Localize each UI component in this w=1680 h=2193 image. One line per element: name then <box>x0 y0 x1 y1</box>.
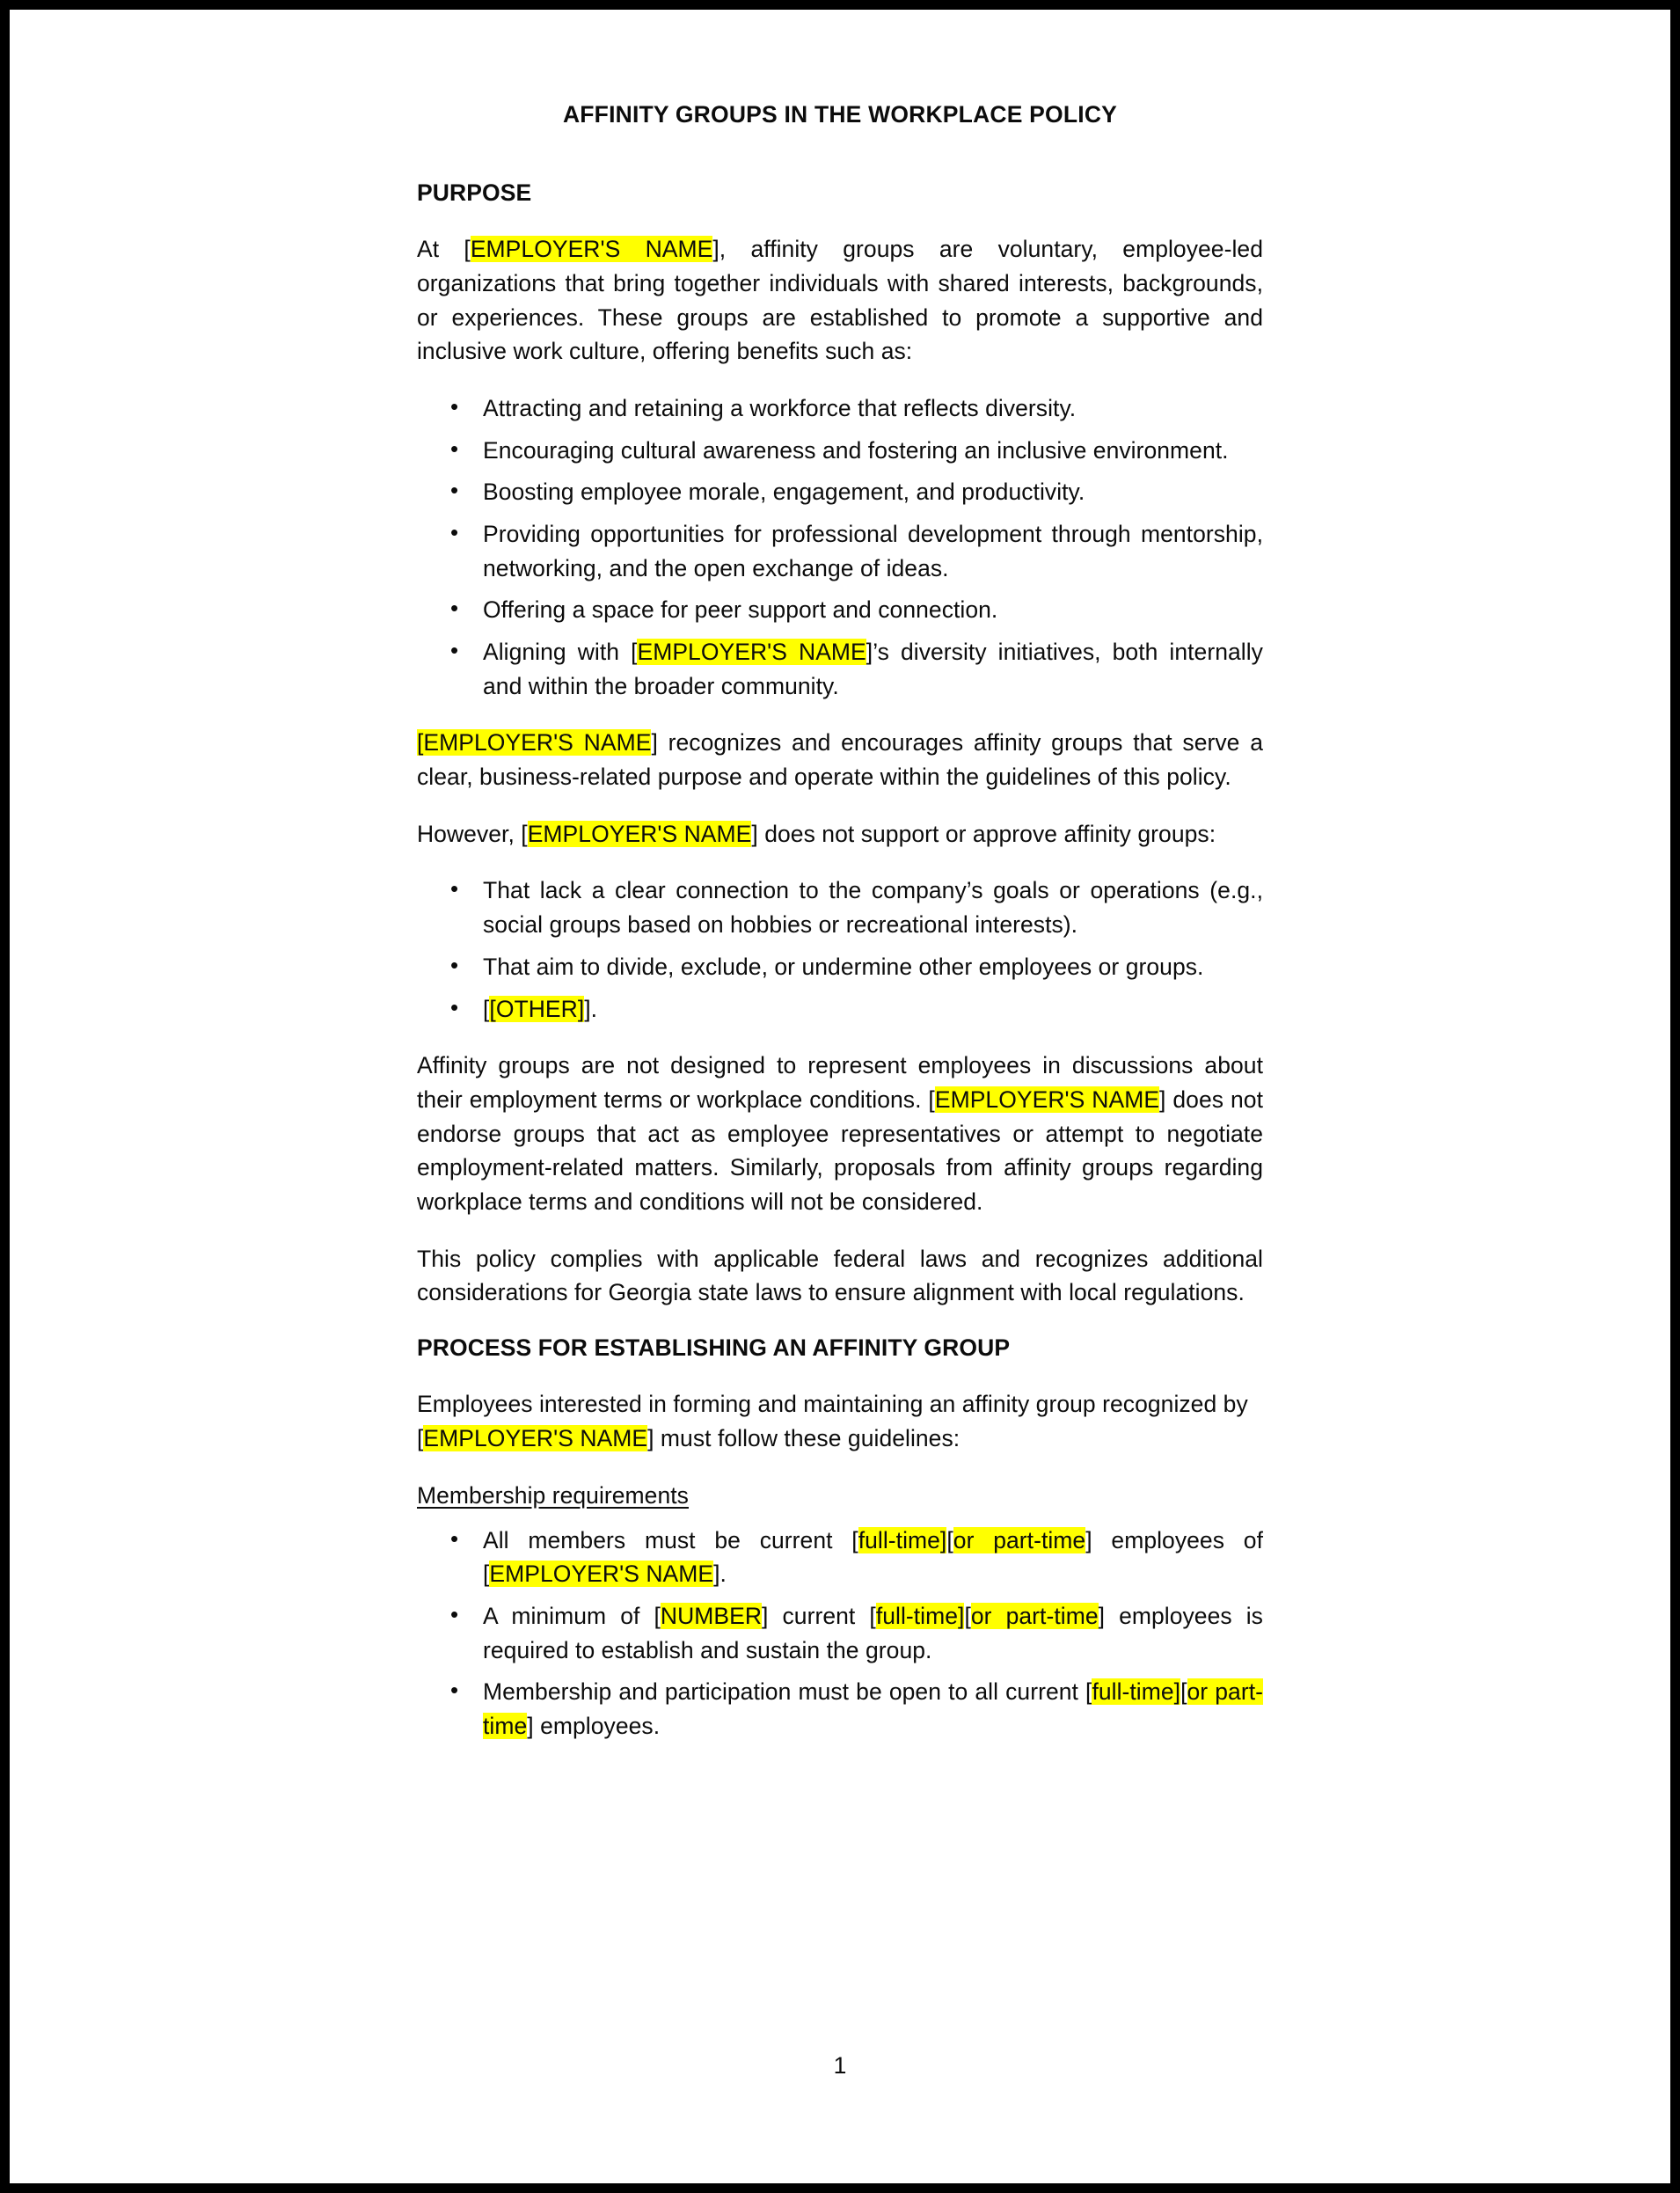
text-run: All members must be current [ <box>483 1526 858 1553</box>
list-item-other <box>417 992 1263 1027</box>
subheading-label: Membership requirements <box>417 1481 689 1509</box>
list-item-label: Attracting and retaining a workforce that reflects diversity. <box>483 394 1077 421</box>
text-run: ]. <box>713 1561 727 1588</box>
list-item <box>417 593 1263 627</box>
text-suffix: ] does not support or approve affinity groups: <box>751 820 1216 847</box>
placeholder-highlight: EMPLOYER'S NAME <box>489 1561 714 1588</box>
text-prefix: Aligning with [ <box>483 639 638 665</box>
document-page <box>10 10 1670 2183</box>
list-item-label: That aim to divide, exclude, or undermine other employees or groups. <box>483 953 1204 980</box>
text-prefix: At [ <box>417 236 471 263</box>
text-run: [ <box>964 1602 971 1629</box>
text-suffix: ] must follow these guidelines: <box>647 1425 961 1452</box>
list-item <box>417 874 1263 941</box>
page-title: AFFINITY GROUPS IN THE WORKPLACE POLICY <box>562 101 1118 128</box>
placeholder-highlight: NUMBER <box>660 1602 763 1629</box>
placeholder-employer-name: EMPLOYER'S NAME <box>637 639 866 665</box>
subheading-membership-requirements <box>417 1479 1263 1513</box>
text-suffix: ] recognizes and encourages affinity groups that serve a clear, business-related purpose and operate within the guidelines of this policy. <box>417 729 1263 791</box>
list-item <box>417 517 1263 585</box>
text-run: Membership and participation must be open to all current [ <box>483 1678 1092 1706</box>
list-item-label: Encouraging cultural awareness and fostering an inclusive environment. <box>483 436 1229 464</box>
list-item-label: Providing opportunities for professional development through mentorship, networking, and the open exchange of ideas. <box>483 520 1263 581</box>
placeholder-employer-name: EMPLOYER'S NAME <box>934 1086 1160 1113</box>
placeholder-other: [OTHER] <box>489 995 585 1022</box>
text-run: ] employees of [ <box>483 1526 1264 1588</box>
paragraph-representation <box>417 1049 1263 1218</box>
paragraph-purpose-intro <box>417 232 1263 369</box>
paragraph-however <box>417 817 1263 852</box>
placeholder-employer-name: EMPLOYER'S NAME <box>527 820 752 847</box>
list-item <box>417 1599 1263 1667</box>
page-number: 1 <box>833 2052 847 2079</box>
text-run: [ <box>946 1526 953 1553</box>
list-item-label: Boosting employee morale, engagement, and productivity. <box>483 479 1085 506</box>
text-run: A minimum of [ <box>483 1602 661 1629</box>
text-suffix: ]. <box>584 995 598 1022</box>
text-prefix: Affinity groups are not designed to represent employees in discussions about their employment terms or workplace conditions. [ <box>417 1052 1263 1113</box>
placeholder-highlight: or part-time <box>953 1526 1086 1553</box>
list-membership-requirements <box>417 1524 1263 1743</box>
section-heading-process: PROCESS FOR ESTABLISHING AN AFFINITY GROUP <box>417 1334 1011 1361</box>
text-prefix: [ <box>483 995 490 1022</box>
list-item-aligning <box>417 635 1263 703</box>
text-run: [ <box>1180 1678 1187 1706</box>
list-item <box>417 434 1263 468</box>
text-suffix: ] does not endorse groups that act as employee representatives or attempt to negotiate employment-related matters. Similarly, proposals from affinity groups regarding workplace terms and conditions will not be considered. <box>417 1086 1263 1215</box>
text-run: ] employees. <box>527 1712 661 1739</box>
text-suffix: ]’s diversity initiatives, both internally and within the broader community. <box>483 639 1263 699</box>
text-prefix: However, [ <box>417 820 528 847</box>
placeholder-highlight: full-time] <box>858 1526 947 1553</box>
paragraph-compliance: This policy complies with applicable federal laws and recognizes additional considerations for Georgia state laws to ensure alignment with local regulations. <box>417 1245 1263 1306</box>
placeholder-employer-name: EMPLOYER'S NAME <box>423 1425 648 1452</box>
list-item <box>417 1524 1263 1591</box>
section-heading-purpose: PURPOSE <box>417 179 532 206</box>
document-body <box>417 10 1263 1743</box>
text-run: ] current [ <box>762 1602 876 1629</box>
list-item <box>417 391 1263 426</box>
placeholder-highlight: or part-time <box>970 1602 1099 1629</box>
list-item <box>417 475 1263 509</box>
paragraph-recognizes <box>417 726 1263 793</box>
list-not-supported <box>417 874 1263 1026</box>
placeholder-employer-name: [EMPLOYER'S NAME <box>417 729 652 757</box>
placeholder-employer-name: EMPLOYER'S NAME <box>470 236 713 263</box>
list-item <box>417 1675 1263 1743</box>
list-benefits <box>417 391 1263 704</box>
paragraph-process-intro <box>417 1387 1263 1455</box>
text-run: ] employees is required to establish and sustain the group. <box>483 1602 1263 1663</box>
placeholder-highlight: full-time] <box>875 1602 965 1629</box>
placeholder-highlight: or part-time <box>483 1678 1263 1739</box>
text-suffix: ], affinity groups are voluntary, employee-led organizations that bring together individuals with shared interests, backgrounds, or experiences. These groups are established to promote a supportive and inclusive work culture, offering benefits such as: <box>417 236 1263 365</box>
list-item-label: That lack a clear connection to the company’s goals or operations (e.g., social groups based on hobbies or recreational interests). <box>483 877 1263 939</box>
text-prefix: Employees interested in forming and maintaining an affinity group recognized by [ <box>417 1391 1248 1452</box>
list-item <box>417 950 1263 984</box>
list-item-label: Offering a space for peer support and connection. <box>483 596 998 624</box>
placeholder-highlight: full-time] <box>1092 1678 1181 1706</box>
